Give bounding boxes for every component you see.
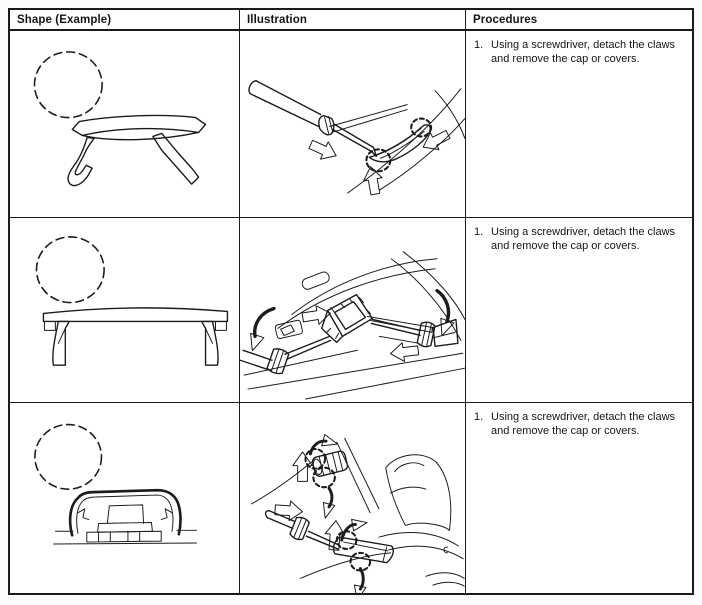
procedure-line: and remove the cap or covers. (491, 425, 640, 437)
interior-panel-lines (244, 252, 465, 399)
garnish-strip (369, 125, 430, 162)
flat-clip-icon (43, 308, 227, 365)
dashed-circle-icon (36, 237, 104, 303)
procedure-step-number: 1. (474, 411, 484, 423)
square-cover (322, 295, 373, 343)
procedure-step-number: 1. (474, 39, 484, 51)
rotate-arrow-icon (255, 309, 274, 337)
column-header-procedures: Procedures (465, 10, 692, 31)
illustration-cell-row1 (239, 31, 465, 218)
flat-clip-shape-drawing (10, 218, 239, 402)
screwdriver-icon (240, 336, 331, 375)
rotate-arrow-head-icon (320, 502, 335, 519)
illustration-cell-row3 (239, 403, 465, 593)
screwdriver-icon (371, 319, 458, 347)
pry-arrow-icon (389, 341, 419, 363)
rotate-arrow-icon (310, 441, 326, 454)
shape-cell-row2 (10, 218, 239, 403)
procedure-line: Using a screwdriver, detach the claws (491, 226, 676, 238)
push-arrow-icon (274, 500, 303, 521)
pry-arrow-icon (301, 304, 331, 327)
seat-belt-cap-removal-illustration (240, 403, 465, 593)
dome-cap-shape-drawing (10, 403, 239, 593)
procedure-step-number: 1. (474, 226, 484, 238)
column-header-shape: Shape (Example) (10, 10, 239, 31)
procedure-cell-row3 (465, 403, 692, 593)
square-cover-pry-illustration (240, 218, 465, 402)
shape-cell-row3 (10, 403, 239, 593)
rotate-arrow-head-icon (351, 585, 366, 593)
procedure-line: Using a screwdriver, detach the claws (491, 411, 676, 423)
garnish-pry-illustration (240, 31, 465, 217)
procedure-line: Using a screwdriver, detach the claws (491, 39, 676, 51)
procedure-cell-row2 (465, 218, 692, 403)
car-interior-lines (252, 438, 465, 586)
hook-clip-icon (68, 115, 206, 185)
shape-cell-row1 (10, 31, 239, 218)
procedure-step-text (491, 38, 675, 217)
fastener-removal-table (8, 8, 694, 595)
pry-arrow-icon (307, 136, 340, 165)
procedure-line: and remove the cap or covers. (491, 240, 640, 252)
hook-clip-shape-drawing (10, 31, 239, 217)
dashed-circle-icon (34, 52, 102, 118)
dashed-circle-icon (35, 425, 102, 490)
claw-location-circle-icon (313, 468, 335, 488)
procedure-step-text (491, 225, 675, 402)
pry-arrow-icon (361, 165, 384, 196)
procedure-line: and remove the cap or covers. (491, 53, 640, 65)
procedure-cell-row1 (465, 31, 692, 218)
column-header-illustration: Illustration (239, 10, 465, 31)
procedure-step-text (491, 410, 675, 593)
illustration-cell-row2 (239, 218, 465, 403)
